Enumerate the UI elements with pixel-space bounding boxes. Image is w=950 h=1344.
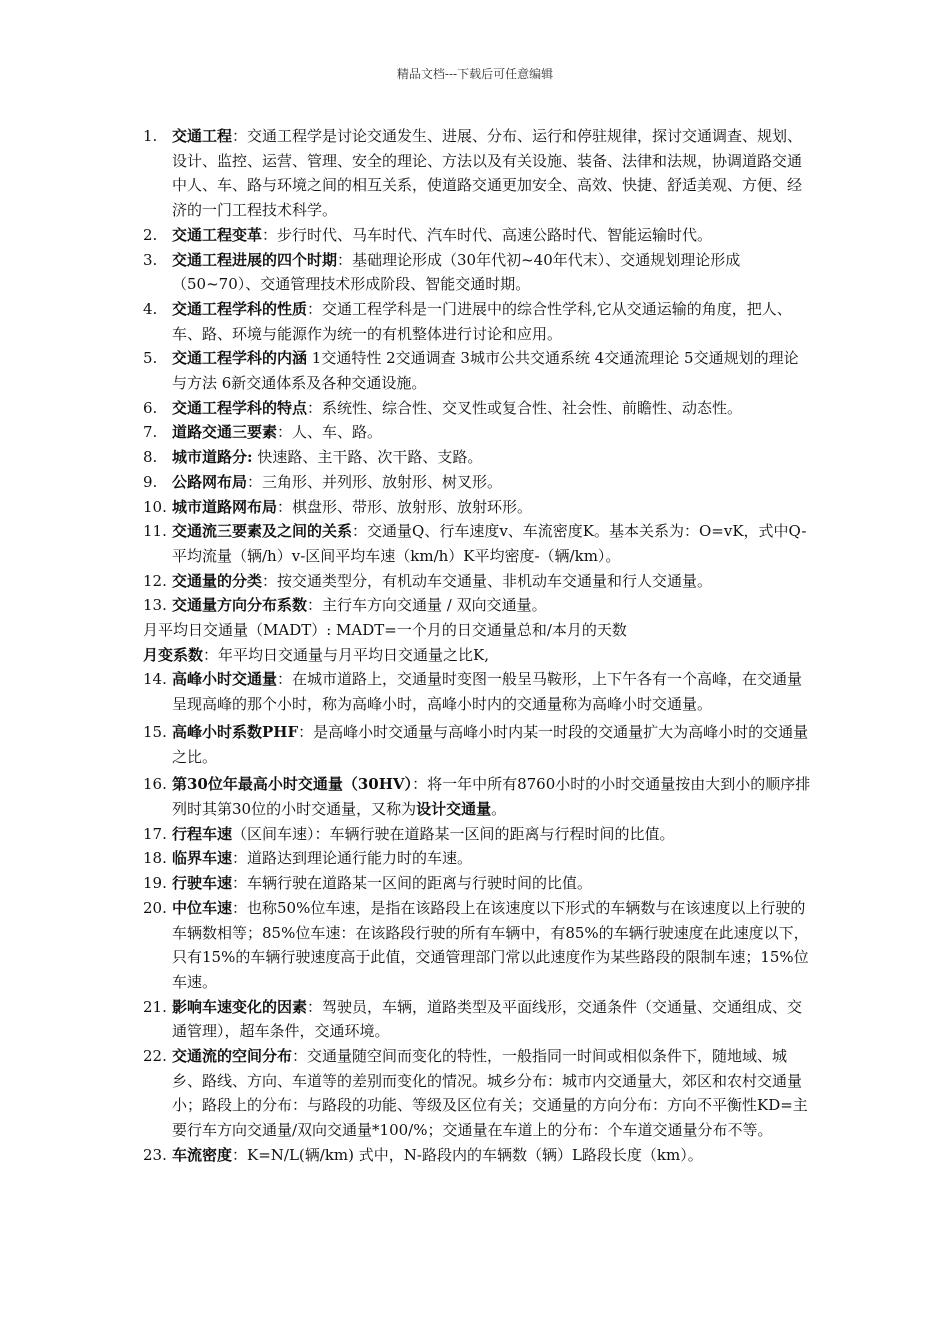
plain-text: ：年平均日交通量与月平均日交通量之比K, xyxy=(203,645,489,664)
item-number: 18. xyxy=(143,849,167,868)
item-text: ：车辆行驶在道路某一区间的距离与行驶时间的比值。 xyxy=(232,874,593,893)
list-item xyxy=(0,871,950,896)
item-text: 1交通特性 2交通调查 3城市公共交通系统 4交通流理论 5交通规划的理论与方法 6新交通体系及各种交通设施。 xyxy=(172,349,799,393)
list-item xyxy=(0,519,950,568)
item-number: 21. xyxy=(143,997,167,1016)
plain-text: 月平均日交通量（MADT）: MADT=一个月的日交通量总和/本月的天数 xyxy=(143,621,627,640)
item-text: ：基础理论形成（30年代初~40年代末）、交通规划理论形成（50~70）、交通管理技术形成阶段、智能交通时期。 xyxy=(172,250,741,294)
item-text: ：在城市道路上，交通量时变图一般呈马鞍形，上下午各有一个高峰，在交通量呈现高峰的那个小时，称为高峰小时，高峰小时内的交通量称为高峰小时交通量。 xyxy=(172,670,803,714)
item-term: 交通量的分类 xyxy=(172,571,263,590)
item-text: ：棋盘形、带形、放射形、放射环形。 xyxy=(277,497,533,516)
item-number: 2. xyxy=(143,225,158,244)
item-text: ：道路达到理论通行能力时的车速。 xyxy=(232,849,473,868)
item-number: 3. xyxy=(143,250,158,269)
list-item xyxy=(0,896,950,995)
list-item xyxy=(0,1044,950,1143)
item-term: 第30位年最高小时交通量（30HV） xyxy=(172,775,413,794)
item-number: 7. xyxy=(143,423,158,442)
item-term: 影响车速变化的因素 xyxy=(172,997,308,1016)
item-number: 12. xyxy=(143,571,167,590)
list-item xyxy=(0,995,950,1044)
item-text: ：交通量随空间而变化的特性，一般指同一时间或相似条件下，随地域、城乡、路线、方向、车道等的差别而变化的情况。城乡分布：城市内交通量大，郊区和农村交通量小；路段上的分布：与路段的功能、等级及区位有关；交通量的方向分布：方向不平衡性KD=主要行车方向交通量/双向交通量*100/%；交通量在车道上的分布：个车道交通量分布不等。 xyxy=(172,1047,808,1140)
item-text: ：三角形、并列形、放射形、树叉形。 xyxy=(247,472,503,491)
list-item xyxy=(0,346,950,395)
plain-term: 月变系数 xyxy=(143,645,204,664)
item-term: 交通流的空间分布 xyxy=(172,1047,293,1066)
item-text: ：也称50%位车速，是指在该路段上在该速度以下形式的车辆数与在该速度以上行驶的车辆数相等；85%位车速：在该路段行驶的所有车辆中，有85%的车辆行驶速度在此速度以下，只有15%的车辆行驶速度高于此值，交通管理部门常以此速度作为某些路段的限制车速；15%位车速。 xyxy=(172,898,809,991)
item-text: ：交通工程学是讨论交通发生、进展、分布、运行和停驻规律，探讨交通调查、规划、设计、监控、运营、管理、安全的理论、方法以及有关设施、装备、法律和法规，协调道路交通中人、车、路与环境之间的相互关系，使道路交通更加安全、高效、快捷、舒适美观、方便、经济的一门工程技术科学。 xyxy=(172,127,803,220)
list-item xyxy=(0,297,950,346)
item-term: 交通工程变革 xyxy=(172,225,263,244)
item-number: 14. xyxy=(143,670,167,689)
item-number: 19. xyxy=(143,874,167,893)
list-item xyxy=(0,420,950,445)
page-header: 精品文档---下载后可任意编辑 xyxy=(396,67,554,81)
item-number: 15. xyxy=(143,722,167,741)
list-item xyxy=(0,667,950,716)
list-item xyxy=(0,495,950,520)
item-term: 临界车速 xyxy=(172,849,233,868)
item-text: ：步行时代、马车时代、汽车时代、高速公路时代、智能运输时代。 xyxy=(262,225,713,244)
list-item xyxy=(0,772,950,821)
item-number: 1. xyxy=(143,127,158,145)
item-text: ：按交通类型分，有机动车交通量、非机动车交通量和行人交通量。 xyxy=(262,571,713,590)
item-number: 11. xyxy=(143,522,167,541)
item-number: 17. xyxy=(143,824,167,843)
list-item xyxy=(0,822,950,847)
item-term: 交通工程 xyxy=(172,127,233,145)
list-item xyxy=(0,124,950,223)
list-item xyxy=(0,248,950,297)
item-text: 快速路、主干路、次干路、支路。 xyxy=(252,448,483,467)
item-number: 10. xyxy=(143,497,167,516)
item-text: ：K=N/L(辆/km) 式中，N-路段内的车辆数（辆）L路段长度（km）。 xyxy=(232,1145,703,1164)
item-term: 高峰小时系数PHF xyxy=(172,722,299,741)
item-number: 8. xyxy=(143,448,158,467)
item-text: ：人、车、路。 xyxy=(277,423,383,442)
item-term: 道路交通三要素 xyxy=(172,423,278,442)
item-text: ：是高峰小时交通量与高峰小时内某一时段的交通量扩大为高峰小时的交通量之比。 xyxy=(172,722,809,766)
list-item xyxy=(0,445,950,470)
list-item xyxy=(0,593,950,618)
item-term: 交通工程进展的四个时期 xyxy=(172,250,338,269)
item-term: 交通工程学科的特点 xyxy=(172,398,308,417)
item-number: 9. xyxy=(143,472,158,491)
list-item xyxy=(0,569,950,594)
list-item xyxy=(0,1143,950,1168)
list-item xyxy=(0,470,950,495)
item-term: 高峰小时交通量 xyxy=(172,670,278,689)
item-text: ：交通量Q、行车速度v、车流密度K。基本关系为：O=vK，式中Q-平均流量（辆/h）v-区间平均车速（km/h）K平均密度-（辆/km）。 xyxy=(172,522,807,565)
item-term: 中位车速 xyxy=(172,898,233,917)
item-number: 13. xyxy=(143,596,167,615)
item-number: 16. xyxy=(143,775,167,794)
item-number: 20. xyxy=(143,898,167,917)
list-item xyxy=(0,396,950,421)
list-item xyxy=(0,223,950,248)
item-term: 行程车速 xyxy=(172,824,233,843)
list-item xyxy=(0,720,950,769)
item-number: 6. xyxy=(143,398,158,417)
item-text: （区间车速）：车辆行驶在道路某一区间的距离与行程时间的比值。 xyxy=(232,824,675,843)
item-number: 4. xyxy=(143,299,158,318)
item-term-secondary: 设计交通量 xyxy=(416,799,492,818)
item-term: 公路网布局 xyxy=(172,472,248,491)
plain-paragraph xyxy=(0,618,950,643)
item-text: ：主行车方向交通量 / 双向交通量。 xyxy=(307,596,547,615)
item-term: 城市道路网布局 xyxy=(172,497,278,516)
item-text-secondary: 。 xyxy=(491,799,507,818)
item-term: 城市道路分: xyxy=(172,448,253,467)
list-item xyxy=(0,846,950,871)
item-term: 行驶车速 xyxy=(172,874,233,893)
item-number: 23. xyxy=(143,1145,167,1164)
item-term: 交通工程学科的性质 xyxy=(172,299,308,318)
plain-paragraph xyxy=(0,643,950,668)
item-term: 车流密度 xyxy=(172,1145,233,1164)
item-text: ：交通工程学科是一门进展中的综合性学科,它从交通运输的角度，把人、车、路、环境与能源作为统一的有机整体进行讨论和应用。 xyxy=(172,299,792,343)
item-number: 5. xyxy=(143,349,158,368)
document-body xyxy=(0,124,950,1168)
item-text: ：将一年中所有8760小时的小时交通量按由大到小的顺序排列时其第30位的小时交通量，又称为 xyxy=(172,775,811,818)
item-term: 交通量方向分布系数 xyxy=(172,596,308,615)
item-term: 交通工程学科的内涵 xyxy=(172,349,308,368)
item-term: 交通流三要素及之间的关系 xyxy=(172,522,353,541)
item-text: ：系统性、综合性、交叉性或复合性、社会性、前瞻性、动态性。 xyxy=(307,398,743,417)
item-number: 22. xyxy=(143,1047,167,1066)
item-text: ：驾驶员，车辆，道路类型及平面线形，交通条件（交通量、交通组成、交通管理），超车条件，交通环境。 xyxy=(172,997,803,1041)
